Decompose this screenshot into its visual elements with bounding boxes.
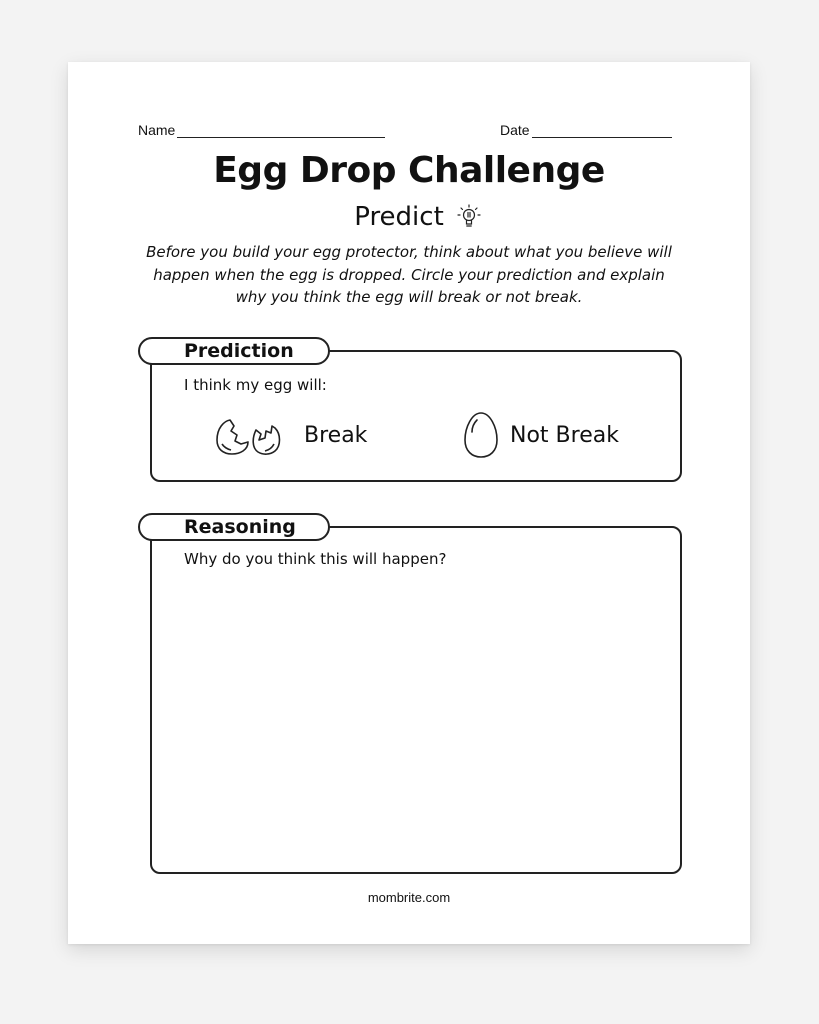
reasoning-box[interactable] [150,526,682,874]
lightbulb-icon [454,202,484,232]
subtitle-row [68,202,750,232]
footer-website: mombrite.com [367,890,451,905]
egg-icon [462,410,500,460]
cracked-egg-icon [214,414,294,456]
option-break[interactable] [214,414,367,456]
prediction-tab: Prediction [138,337,330,365]
worksheet-page [68,62,750,944]
name-label: Name [138,122,176,138]
option-break-label: Break [304,422,368,448]
page-subtitle: Predict [354,202,444,232]
date-label: Date [500,122,530,138]
option-not-break-label: Not Break [510,422,619,448]
date-line [532,122,672,138]
prediction-prompt: I think my egg will: [184,376,327,394]
date-field[interactable] [500,122,672,138]
name-line [177,122,385,138]
name-field[interactable] [138,122,385,138]
intro-instructions: Before you build your egg protector, think about what you believe will happen when the egg is dropped. Circle your prediction and explain why you think the egg will break or not break. [146,243,672,306]
prediction-box [150,350,682,482]
page-title: Egg Drop Challenge [213,150,605,191]
reasoning-prompt: Why do you think this will happen? [184,550,447,568]
reasoning-tab: Reasoning [138,513,330,541]
option-not-break[interactable] [462,410,619,460]
